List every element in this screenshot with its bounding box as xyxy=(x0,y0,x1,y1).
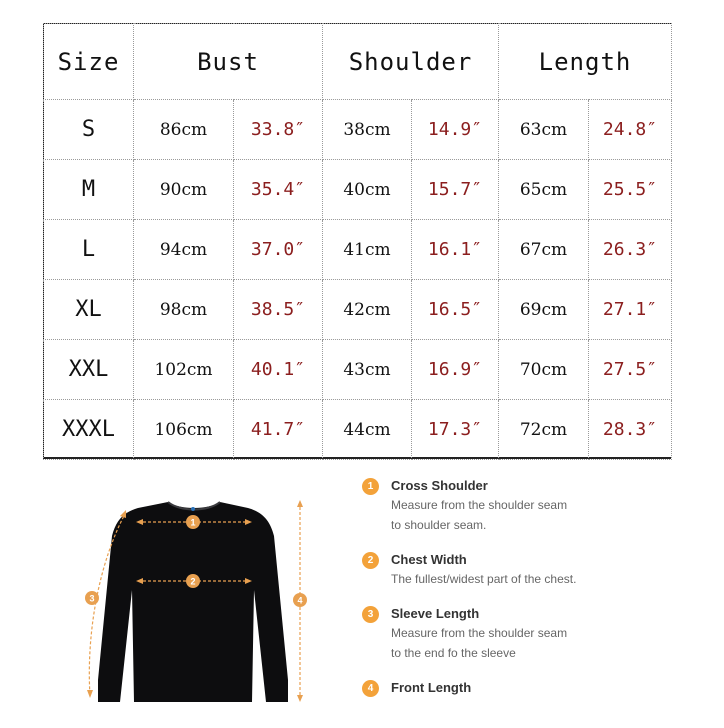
length-cm-cell: 72cm xyxy=(499,400,589,460)
size-cell: XXL xyxy=(44,340,134,400)
shoulder-cm-cell: 41cm xyxy=(323,220,412,280)
bust-inch-cell: 37.0″ xyxy=(234,220,323,280)
bust-inch-cell: 38.5″ xyxy=(234,280,323,340)
shoulder-cm-cell: 44cm xyxy=(323,400,412,460)
bust-cm-cell: 94cm xyxy=(134,220,234,280)
legend-title: Front Length xyxy=(391,680,472,695)
marker-3: 3 xyxy=(89,593,95,604)
length-cm-cell: 63cm xyxy=(499,100,589,160)
length-inch-cell: 24.8″ xyxy=(589,100,672,160)
header-size: Size xyxy=(44,24,134,100)
table-row xyxy=(44,160,672,220)
length-cm-cell: 69cm xyxy=(499,280,589,340)
legend-desc-line: to the end fo the sleeve xyxy=(391,646,516,660)
length-inch-cell: 27.1″ xyxy=(589,280,672,340)
number-badge-icon: 2 xyxy=(362,552,379,569)
length-inch-cell: 28.3″ xyxy=(589,400,672,460)
shoulder-inch-cell: 16.9″ xyxy=(412,340,499,400)
shoulder-cm-cell: 38cm xyxy=(323,100,412,160)
length-cm-cell: 65cm xyxy=(499,160,589,220)
legend-desc-line: The fullest/widest part of the chest. xyxy=(391,572,577,586)
marker-2: 2 xyxy=(190,576,196,587)
bust-cm-cell: 102cm xyxy=(134,340,234,400)
marker-4: 4 xyxy=(297,595,303,606)
legend-desc-line: to shoulder seam. xyxy=(391,518,487,532)
length-cm-cell: 70cm xyxy=(499,340,589,400)
number-badge-icon: 3 xyxy=(362,606,379,623)
number-badge-icon: 1 xyxy=(362,478,379,495)
length-inch-cell: 26.3″ xyxy=(589,220,672,280)
size-cell: S xyxy=(44,100,134,160)
length-inch-cell: 27.5″ xyxy=(589,340,672,400)
size-cell: XL xyxy=(44,280,134,340)
table-header-row xyxy=(44,24,672,100)
legend-desc-line: Measure from the shoulder seam xyxy=(391,498,568,512)
shoulder-inch-cell: 14.9″ xyxy=(412,100,499,160)
bust-cm-cell: 98cm xyxy=(134,280,234,340)
bust-cm-cell: 86cm xyxy=(134,100,234,160)
legend-item-chest-width xyxy=(362,551,702,588)
size-cell: XXXL xyxy=(44,400,134,460)
bust-inch-cell: 41.7″ xyxy=(234,400,323,460)
shoulder-cm-cell: 40cm xyxy=(323,160,412,220)
shoulder-inch-cell: 16.1″ xyxy=(412,220,499,280)
legend-item-sleeve-length xyxy=(362,605,702,662)
shoulder-inch-cell: 15.7″ xyxy=(412,160,499,220)
size-cell: L xyxy=(44,220,134,280)
shoulder-inch-cell: 16.5″ xyxy=(412,280,499,340)
shoulder-cm-cell: 43cm xyxy=(323,340,412,400)
shirt-body xyxy=(98,502,288,702)
table-row xyxy=(44,220,672,280)
legend-title: Chest Width xyxy=(391,552,467,567)
length-cm-cell: 67cm xyxy=(499,220,589,280)
shoulder-cm-cell: 42cm xyxy=(323,280,412,340)
bust-cm-cell: 90cm xyxy=(134,160,234,220)
bust-cm-cell: 106cm xyxy=(134,400,234,460)
header-shoulder: Shoulder xyxy=(323,24,499,100)
size-cell: M xyxy=(44,160,134,220)
header-length: Length xyxy=(499,24,672,100)
number-badge-icon: 4 xyxy=(362,680,379,697)
size-chart-table xyxy=(43,23,672,460)
table-row xyxy=(44,340,672,400)
garment-diagram xyxy=(40,480,340,724)
bust-inch-cell: 35.4″ xyxy=(234,160,323,220)
measurement-legend xyxy=(362,477,702,713)
shirt-illustration xyxy=(40,480,340,724)
marker-1: 1 xyxy=(190,517,196,528)
table-row xyxy=(44,100,672,160)
collar-tag xyxy=(191,507,195,511)
legend-desc-line: Measure from the shoulder seam xyxy=(391,626,568,640)
legend-title: Sleeve Length xyxy=(391,606,480,621)
shoulder-inch-cell: 17.3″ xyxy=(412,400,499,460)
legend-item-front-length xyxy=(362,679,702,696)
bust-inch-cell: 33.8″ xyxy=(234,100,323,160)
header-bust: Bust xyxy=(134,24,323,100)
table-row xyxy=(44,280,672,340)
legend-item-cross-shoulder xyxy=(362,477,702,534)
table-row xyxy=(44,400,672,460)
length-inch-cell: 25.5″ xyxy=(589,160,672,220)
bust-inch-cell: 40.1″ xyxy=(234,340,323,400)
legend-title: Cross Shoulder xyxy=(391,478,488,493)
